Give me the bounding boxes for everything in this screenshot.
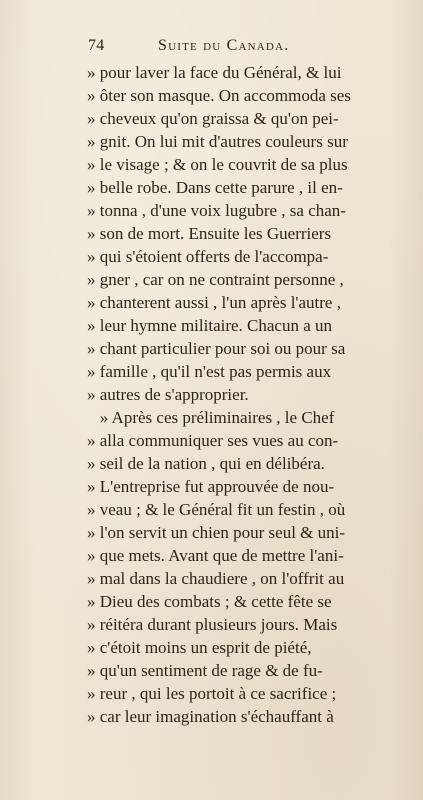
text-line: » seil de la nation , qui en délibéra. [87,454,325,473]
text-line: » ôter son masque. On accommoda ses [87,86,351,105]
text-line: » que mets. Avant que de mettre l'ani- [87,546,344,565]
running-title: Suite du Canada. [158,37,290,54]
text-line: » L'entreprise fut approuvée de nou- [87,477,335,496]
text-line: » famille , qu'il n'est pas permis aux [87,362,332,381]
text-line: » qui s'étoient offerts de l'accompa- [87,247,329,266]
body-text [87,61,417,728]
text-line: » belle robe. Dans cette parure , il en- [87,178,343,197]
text-line: » le visage ; & on le couvrit de sa plus [87,155,348,174]
text-line: » Dieu des combats ; & cette fête se [87,592,332,611]
text-line: » son de mort. Ensuite les Guerriers [87,224,332,243]
text-line: » car leur imagination s'échauffant à [87,707,334,726]
text-line: » gnit. On lui mit d'autres couleurs sur [87,132,348,151]
paragraph-first-line: » Après ces préliminaires , le Chef [87,408,335,427]
text-line: » pour laver la face du Général, & lui [87,63,342,82]
text-line: » gner , car on ne contraint personne , [87,270,344,289]
text-line: » l'on servit un chien pour seul & uni- [87,523,346,542]
text-line: » chant particulier pour soi ou pour sa [87,339,346,358]
text-line: » cheveux qu'on graissa & qu'on pei- [87,109,339,128]
text-line: » chanterent aussi , l'un après l'autre , [87,293,341,312]
text-line: » autres de s'approprier. [87,385,249,404]
text-line: » mal dans la chaudiere , on l'offrit au [87,569,345,588]
page-number: 74 [88,37,105,54]
text-line: » qu'un sentiment de rage & de fu- [87,661,323,680]
page-header [88,37,388,61]
text-line: » alla communiquer ses vues au con- [87,431,339,450]
text-line: » veau ; & le Général fit un festin , où [87,500,346,519]
text-line: » tonna , d'une voix lugubre , sa chan- [87,201,346,220]
text-line: » leur hymne militaire. Chacun a un [87,316,333,335]
text-line: » c'étoit moins un esprit de piété, [87,638,312,657]
text-line: » reur , qui les portoit à ce sacrifice ; [87,684,337,703]
text-line: » réitéra durant plusieurs jours. Mais [87,615,338,634]
